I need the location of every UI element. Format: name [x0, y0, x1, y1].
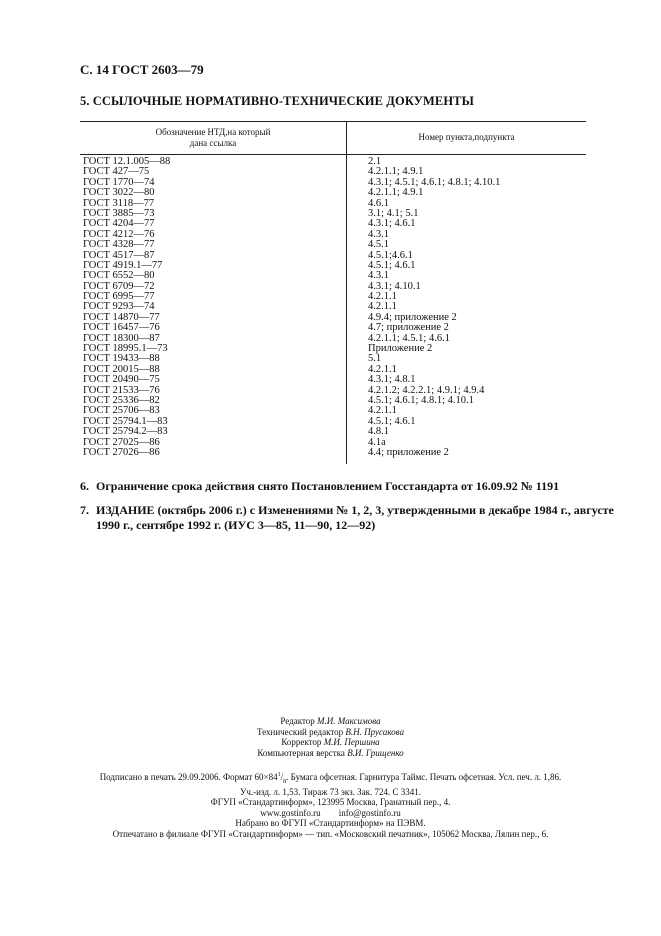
table-column-divider	[346, 121, 347, 464]
publisher-contacts	[0, 808, 661, 819]
credit-role: Технический редактор	[256, 726, 344, 737]
note-7	[80, 503, 614, 533]
table-header-left-line1: Обозначение НТД,на который	[155, 127, 271, 137]
table-cell-doc: ГОСТ 6709—72	[83, 280, 155, 292]
table-cell-ref: 4.7; приложение 2	[368, 322, 449, 334]
table-cell-doc: ГОСТ 20490—75	[83, 374, 160, 386]
table-cell-doc: ГОСТ 18300—87	[83, 332, 160, 344]
table-cell-ref: 4.2.1.1; 4.9.1	[368, 187, 424, 199]
table-cell-ref: 4.4; приложение 2	[368, 446, 449, 458]
table-cell-doc: ГОСТ 21533—76	[83, 384, 160, 396]
table-cell-doc: ГОСТ 1770—74	[83, 176, 155, 188]
table-cell-doc: ГОСТ 4919.1—77	[83, 259, 163, 271]
table-cell-doc: ГОСТ 4328—77	[83, 239, 155, 251]
table-cell-ref: 4.5.1; 4.6.1; 4.8.1; 4.10.1	[368, 394, 474, 406]
table-cell-doc: ГОСТ 25794.1—83	[83, 415, 168, 427]
table-cell-doc: ГОСТ 27025—86	[83, 436, 160, 448]
table-cell-ref: 4.3.1	[368, 270, 389, 282]
table-cell-doc: ГОСТ 12.1.005—88	[83, 156, 171, 167]
table-cell-doc: ГОСТ 25794.2—83	[83, 426, 168, 438]
note-7-line1: ИЗДАНИЕ (октябрь 2006 г.) с Изменениями № 1, 2, 3, утвержденными в декабре 1984 г., августе	[96, 503, 614, 517]
format-fraction-denominator: 8	[283, 778, 287, 785]
table-cell-ref: 4.3.1; 4.10.1	[368, 280, 421, 292]
table-header-left	[80, 127, 346, 149]
table-cell-ref: 4.2.1.2; 4.2.2.1; 4.9.1; 4.9.4	[368, 384, 485, 396]
table-header-right: Номер пункта,подпункта	[418, 132, 515, 142]
table-cell-doc: ГОСТ 4204—77	[83, 218, 155, 230]
imprint-line1: Подписано в печать 29.09.2006. Формат $60\times 84^1/_8$. Бумага офсетная. Гарнитура Таймс. Печать офсетная. Усл. печ. л. 1,86.	[99, 772, 562, 785]
table-doc-column	[83, 157, 170, 458]
table-cell-doc: ГОСТ 9293—74	[83, 301, 155, 313]
table-cell-doc: ГОСТ 3022—80	[83, 187, 155, 199]
publisher-address: ФГУП «Стандартинформ», 123995 Москва, Гранатный пер., 4.	[210, 797, 451, 807]
table-cell-ref: 4.2.1.1; 4.5.1; 4.6.1	[368, 332, 450, 344]
credit-name: В.И. Грищенко	[347, 747, 404, 758]
table-cell-ref: 4.3.1; 4.8.1	[368, 374, 416, 386]
publisher-website-link[interactable]: www.gostinfo.ru	[260, 807, 321, 818]
imprint	[0, 770, 661, 798]
table-cell-ref: 2.1	[368, 156, 382, 167]
table-cell-doc: ГОСТ 18995.1—73	[83, 343, 168, 355]
table-cell-doc: ГОСТ 25336—82	[83, 394, 160, 406]
section-title: 5. ССЫЛОЧНЫЕ НОРМАТИВНО-ТЕХНИЧЕСКИЕ ДОКУМЕНТЫ	[80, 94, 474, 108]
table-cell-ref: 4.2.1.1	[368, 405, 397, 417]
credit-role: Редактор	[280, 716, 315, 726]
table-cell-ref: 4.5.1	[368, 239, 389, 251]
table-cell-ref: 4.3.1	[368, 228, 389, 240]
table-cell-doc: ГОСТ 6552—80	[83, 270, 155, 282]
table-cell-ref: 4.9.4; приложение 2	[368, 311, 457, 323]
publisher-email-link[interactable]: info@gostinfo.ru	[338, 807, 401, 818]
table-header-left-line2: дана ссылка	[189, 138, 237, 148]
table-cell-doc: ГОСТ 6995—77	[83, 291, 155, 303]
table-cell-doc: ГОСТ 4517—87	[83, 249, 155, 261]
table-top-rule	[80, 121, 586, 122]
table-cell-ref: 5.1	[368, 353, 382, 365]
table-cell-ref: 4.6.1	[368, 197, 389, 209]
table-cell-doc: ГОСТ 3118—77	[83, 197, 155, 209]
table-cell-ref: 3.1; 4.1; 5.1	[368, 207, 419, 219]
imprint-line1-prefix: Подписано в печать 29.09.2006. Формат 60×84	[99, 772, 278, 782]
format-fraction-numerator: 1	[277, 772, 281, 778]
table-cell-doc: ГОСТ 27026—86	[83, 446, 160, 458]
table-cell-doc: ГОСТ 19433—88	[83, 353, 160, 365]
table-cell-doc: ГОСТ 3885—73	[83, 207, 155, 219]
credit-role: Компьютерная верстка	[257, 747, 345, 758]
publisher-info	[0, 797, 661, 839]
imprint-line2: Уч.-изд. л. 1,53. Тираж 73 экз. Зак. 724. С 3341.	[239, 787, 422, 798]
publisher-typeset-note: Набрано во ФГУП «Стандартинформ» на ПЭВМ.	[235, 818, 426, 829]
credit-name: М.И. Максимова	[317, 716, 381, 726]
table-cell-ref: Приложение 2	[368, 343, 433, 355]
note-6-text: Ограничение срока действия снято Постановлением Госстандарта от 16.09.92 № 1191	[96, 479, 560, 493]
credit-line	[0, 716, 661, 727]
imprint-line1-suffix: . Бумага офсетная. Гарнитура Таймс. Печать офсетная. Усл. печ. л. 1,86.	[286, 772, 562, 782]
credit-name: М.И. Першина	[323, 737, 380, 747]
table-cell-ref: 4.5.1; 4.6.1	[368, 415, 416, 427]
credit-line	[0, 748, 661, 759]
credit-name: В.Н. Прусакова	[345, 726, 405, 737]
note-6-number: 6.	[80, 479, 89, 493]
credit-line	[0, 727, 661, 738]
credit-line	[0, 737, 661, 748]
table-cell-ref: 4.5.1;4.6.1	[368, 249, 413, 261]
table-cell-ref: 4.5.1; 4.6.1	[368, 259, 416, 271]
table-header-rule	[80, 154, 586, 155]
note-7-line2: 1990 г., сентябре 1992 г. (ИУС 3—85, 11—90, 12—92)	[96, 518, 376, 532]
publisher-printed-note: Отпечатано в филиале ФГУП «Стандартинформ» — тип. «Московский печатник», 105062 Москва, Лялин пер., 6.	[112, 828, 549, 839]
table-cell-ref: 4.3.1; 4.5.1; 4.6.1; 4.8.1; 4.10.1	[368, 176, 501, 188]
credit-role: Корректор	[281, 737, 322, 747]
table-ref-column	[368, 157, 500, 458]
table-cell-ref: 4.2.1.1	[368, 301, 397, 313]
table-cell-ref: 4.1а	[368, 436, 386, 448]
credits	[0, 716, 661, 758]
table-cell-ref: 4.8.1	[368, 426, 389, 438]
table-cell-ref: 4.3.1; 4.6.1	[368, 218, 416, 230]
page-header: С. 14 ГОСТ 2603—79	[80, 62, 204, 77]
table-cell-doc: ГОСТ 25706—83	[83, 405, 160, 417]
table-cell-ref: 4.2.1.1; 4.9.1	[368, 166, 424, 178]
table-cell-doc: ГОСТ 20015—88	[83, 363, 160, 375]
table-cell-doc: ГОСТ 14870—77	[83, 311, 160, 323]
note-7-number: 7.	[80, 503, 89, 517]
note-6	[80, 479, 559, 494]
table-cell-ref: 4.2.1.1	[368, 363, 397, 375]
table-cell-doc: ГОСТ 4212—76	[83, 228, 155, 240]
table-cell-doc: ГОСТ 16457—76	[83, 322, 160, 334]
table-cell-ref: 4.2.1.1	[368, 291, 397, 303]
table-cell-doc: ГОСТ 427—75	[83, 166, 150, 178]
